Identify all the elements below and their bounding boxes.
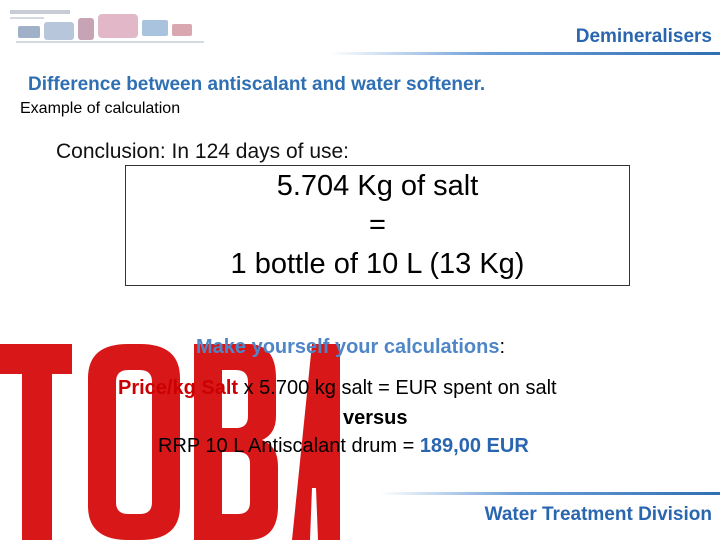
calculation-heading (196, 336, 505, 359)
equipment-logo-image (8, 8, 208, 46)
price-per-kg-salt: Price/kg Salt (118, 377, 239, 399)
result-box (125, 165, 630, 286)
example-label: Example of calculation (20, 100, 181, 117)
slide-subtitle: Difference between antiscalant and water softener. (28, 74, 486, 95)
header-title: Demineralisers (575, 26, 712, 47)
calculation-heading-colon: : (499, 336, 505, 358)
calculation-heading-text: Make yourself your calculations (196, 336, 500, 358)
rrp-price: 189,00 EUR (419, 435, 529, 457)
footer-division: Water Treatment Division (484, 504, 712, 525)
footer-divider (380, 492, 720, 495)
conclusion-text: Conclusion: In 124 days of use: (56, 140, 350, 163)
rrp-line (158, 435, 529, 458)
result-bottle: 1 bottle of 10 L (13 Kg) (230, 248, 525, 280)
header-divider (330, 52, 720, 55)
formula-rest: x 5.700 kg salt = EUR spent on salt (238, 377, 557, 399)
calculation-formula (118, 377, 557, 400)
result-equals-sign: = (369, 209, 386, 241)
versus-text: versus (343, 407, 408, 429)
rrp-text: RRP 10 L Antiscalant drum = (158, 435, 420, 457)
result-salt-amount: 5.704 Kg of salt (276, 170, 479, 202)
